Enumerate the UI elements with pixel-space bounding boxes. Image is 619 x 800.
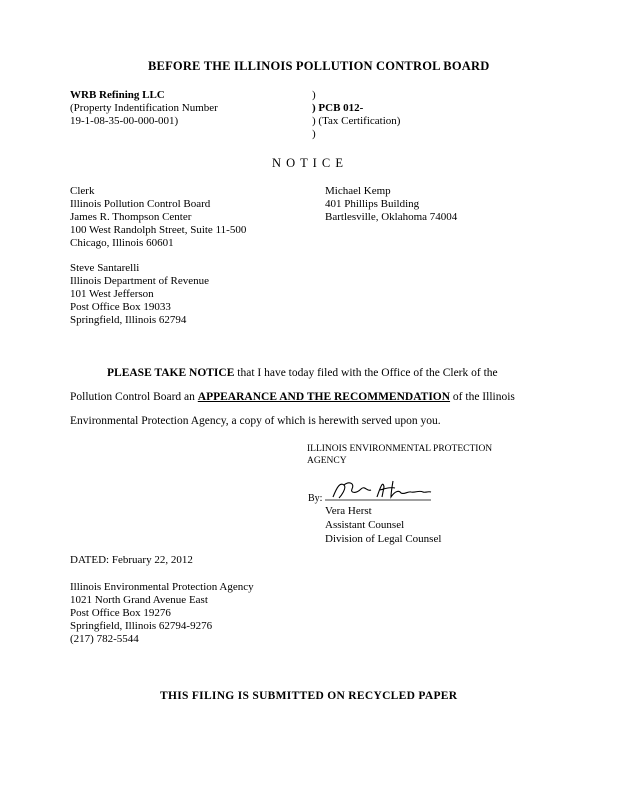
body-text: of the Illinois [450, 391, 515, 403]
by-label: By: [308, 493, 323, 504]
address-line: 401 Phillips Building [325, 198, 420, 210]
address-line: 101 West Jefferson [70, 288, 154, 300]
addressee-clerk [70, 185, 246, 250]
address-line: Illinois Department of Revenue [70, 275, 209, 287]
signer-division: Division of Legal Counsel [325, 533, 442, 545]
signer-title: Assistant Counsel [325, 519, 405, 531]
handwritten-signature [325, 477, 435, 503]
body-text: that I have today filed with the Office of the Clerk of the [234, 367, 498, 379]
agency-name-line: ILLINOIS ENVIRONMENTAL PROTECTION [307, 444, 493, 454]
address-line: Springfield, Illinois 62794-9276 [70, 620, 213, 632]
recycled-paper-notice: THIS FILING IS SUBMITTED ON RECYCLED PAPER [160, 690, 458, 702]
address-line: James R. Thompson Center [70, 211, 192, 223]
address-line: Chicago, Illinois 60601 [70, 237, 174, 249]
address-line: 1021 North Grand Avenue East [70, 594, 208, 606]
party-pin-number: 19-1-08-35-00-000-001) [70, 115, 179, 127]
caption-paren: ) [312, 128, 316, 140]
address-line: Bartlesville, Oklahoma 74004 [325, 211, 458, 223]
case-number: ) PCB 012- [312, 102, 364, 114]
case-caption-right [312, 89, 400, 141]
caption-paren: ) [312, 89, 316, 101]
date-line: DATED: February 22, 2012 [70, 554, 193, 566]
filed-document-title: APPEARANCE AND THE RECOMMENDATION [197, 391, 451, 403]
notice-heading: N O T I C E [272, 156, 344, 170]
address-line: Steve Santarelli [70, 262, 140, 274]
party-name: WRB Refining LLC [70, 89, 165, 101]
address-line: Clerk [70, 185, 95, 197]
address-line: Springfield, Illinois 62794 [70, 314, 187, 326]
document-title: BEFORE THE ILLINOIS POLLUTION CONTROL BOARD [148, 59, 490, 73]
signer-block [325, 505, 441, 546]
agency-name-line: AGENCY [307, 456, 347, 466]
party-pin-line: (Property Indentification Number [70, 102, 218, 114]
agency-address [70, 581, 254, 646]
notice-body [70, 367, 550, 428]
case-type: ) (Tax Certification) [312, 115, 401, 127]
body-line-2 [70, 391, 550, 404]
case-caption [70, 89, 218, 128]
signer-name: Vera Herst [325, 505, 372, 517]
addressee-kemp [325, 185, 457, 224]
body-line-3: Environmental Protection Agency, a copy of which is herewith served upon you. [70, 415, 441, 427]
address-line: Post Office Box 19276 [70, 607, 171, 619]
body-text: Pollution Control Board an [70, 391, 198, 403]
address-line: Illinois Environmental Protection Agency [70, 581, 254, 593]
address-line: Michael Kemp [325, 185, 391, 197]
body-lead: PLEASE TAKE NOTICE [107, 367, 235, 379]
addressee-santarelli [70, 262, 209, 327]
address-line: 100 West Randolph Street, Suite 11-500 [70, 224, 247, 236]
address-line: (217) 782-5544 [70, 633, 139, 645]
address-line: Post Office Box 19033 [70, 301, 171, 313]
address-line: Illinois Pollution Control Board [70, 198, 211, 210]
signature-agency [307, 443, 492, 467]
body-line-1 [70, 367, 550, 380]
